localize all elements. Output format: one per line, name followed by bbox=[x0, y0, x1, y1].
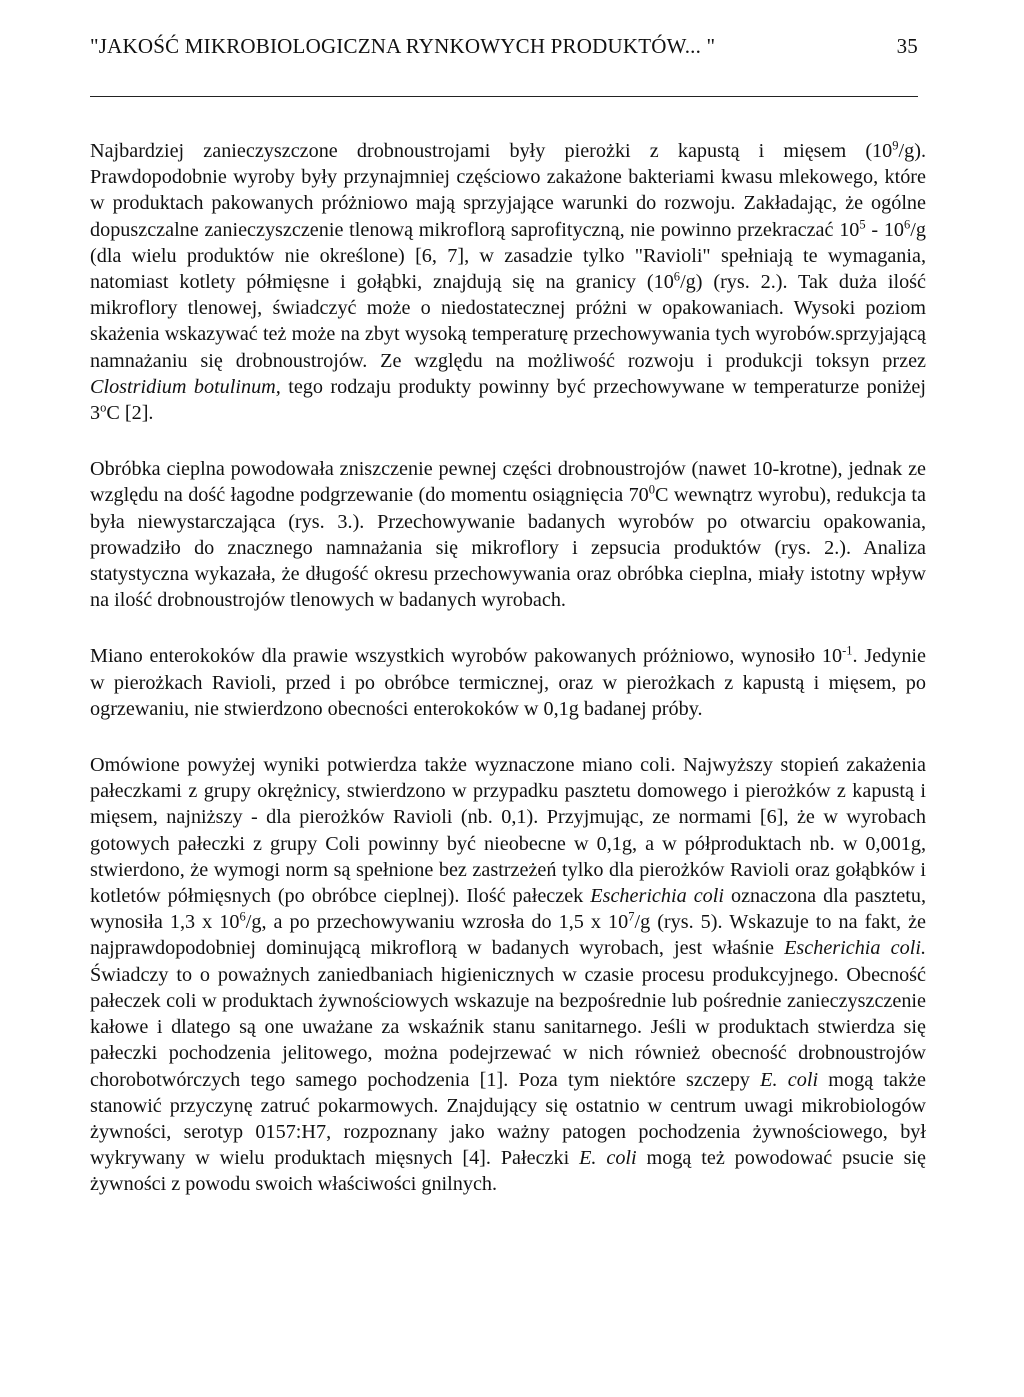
running-header bbox=[90, 34, 926, 64]
species-name: Escherichia coli. bbox=[784, 937, 926, 960]
species-name: Escherichia coli bbox=[590, 885, 724, 908]
page-number: 35 bbox=[896, 34, 918, 58]
body-text bbox=[90, 138, 926, 1228]
running-title: "JAKOŚĆ MIKROBIOLOGICZNA RYNKOWYCH PRODUKTÓW... " bbox=[90, 34, 716, 58]
species-name: E. coli bbox=[579, 1147, 637, 1170]
species-name: Clostridium botulinum, bbox=[90, 375, 281, 398]
paragraph-2: Obróbka cieplna powodowała zniszczenie pewnej części drobnoustrojów (nawet 10-krotne), jednak ze względu na dość łagodne podgrzewanie (do momentu osiągnięcia $70^0C$ wewnątrz wyrobu), redukcja ta była niewystarczająca (rys. 3.). Przechowywanie badanych wyrobów po otwarciu opakowania, prowadziło do znacznego namnażania się mikroflory i zepsucia produktów (rys. 2.). Analiza statystyczna wykazała, że długość okresu przechowywania oraz obróbka cieplna, miały istotny wpływ na ilość drobnoustrojów tlenowych w badanych wyrobach. bbox=[90, 458, 927, 612]
species-name: E. coli bbox=[760, 1068, 819, 1091]
header-rule bbox=[90, 96, 918, 97]
paragraph-1: Najbardziej zanieczyszczone drobnoustrojami były pierożki z kapustą i mięsem $(10^9/g)$. Prawdopodobnie wyroby były przynajmniej częściowo zakażone bakteriami kwasu mlekowego, które w produktach pakowanych próżniowo mają sprzyjające warunki do rozwoju. Zakładając, że ogólne dopuszczalne zanieczyszczenie tlenową mikroflorą saprofityczną, nie powinno przekraczać $10^5 - 10^6/g$ (dla wielu produktów nie określone) [6, 7], w zasadzie tylko "Ravioli" spełniają te wymagania, natomiast kotlety półmięsne i gołąbki, znajdują się na granicy $(10^6/g)$ (rys. 2.). Tak duża ilość mikroflory tlenowej, świadczyć może o niedostatecznej próżni w opakowaniach. Wysoki poziom skażenia wskazywać też może na zbyt wysoką temperaturę przechowywania tych wyrobów.sprzyjającą namnażaniu się drobnoustrojów. Ze względu na możliwość rozwoju i produkcji toksyn przez Clostridium botulinum, tego rodzaju produkty powinny być przechowywane w temperaturze poniżej 3$^o$C [2]. bbox=[90, 138, 926, 425]
paragraph-3: Miano enterokoków dla prawie wszystkich wyrobów pakowanych próżniowo, wynosiło $10^{-1}$. Jedynie w pierożkach Ravioli, przed i po obróbce termicznej, oraz w pierożkach z kapustą i mięsem, po ogrzewaniu, nie stwierdzono obecności enterokoków w 0,1g badanej próby. bbox=[90, 643, 927, 720]
document-page bbox=[90, 0, 926, 1397]
paragraph-4: Omówione powyżej wyniki potwierdza także wyznaczone miano coli. Najwyższy stopień zakażenia pałeczkami z grupy okrężnicy, stwierdzono w przypadku pasztetu domowego i pierożków z kapustą i mięsem, najniższy - dla pierożków Ravioli (nb. 0,1). Przyjmując, ze normami [6], że w wyrobach gotowych pałeczki z grupy Coli powinny być nieobecne w 0,1g, a w półproduktach nb. w 0,001g, stwierdono, że wymogi norm są spełnione bez zastrzeżeń tylko dla pierożków Ravioli oraz gołąbków i kotletów półmięsnych (po obróbce cieplnej). Ilość pałeczek Escherichia coli oznaczona dla pasztetu, wynosiła 1,3 x $10^6/g$, a po przechowywaniu wzrosła do 1,5 x $10^7/g$ (rys. 5). Wskazuje to na fakt, że najprawdopodobniej dominującą mikroflorą w badanych wyrobach, jest właśnie Escherichia coli. Świadczy to o poważnych zaniedbaniach higienicznych w czasie procesu produkcyjnego. Obecność pałeczek coli w produktach żywnościowych wskazuje na bezpośrednie lub pośrednie zanieczyszczenie kałowe i dlatego są one uważane za wskaźnik stanu sanitarnego. Jeśli w produktach stwierdza się pałeczki pochodzenia jelitowego, można podejrzewać w nich również obecność drobnoustrojów chorobotwórczych tego samego pochodzenia [1]. Poza tym niektóre szczepy E. coli mogą także stanowić przyczynę zatruć pokarmowych. Znajdujący się ostatnio w centrum uwagi mikrobiologów żywności, serotyp 0157:H7, rozpoznany jako ważny patogen pochodzenia żywnościowego, był wykrywany w wielu produktach mięsnych [4]. Pałeczki E. coli mogą też powodować psucie się żywności z powodu swoich właściwości gnilnych. bbox=[90, 754, 927, 1196]
